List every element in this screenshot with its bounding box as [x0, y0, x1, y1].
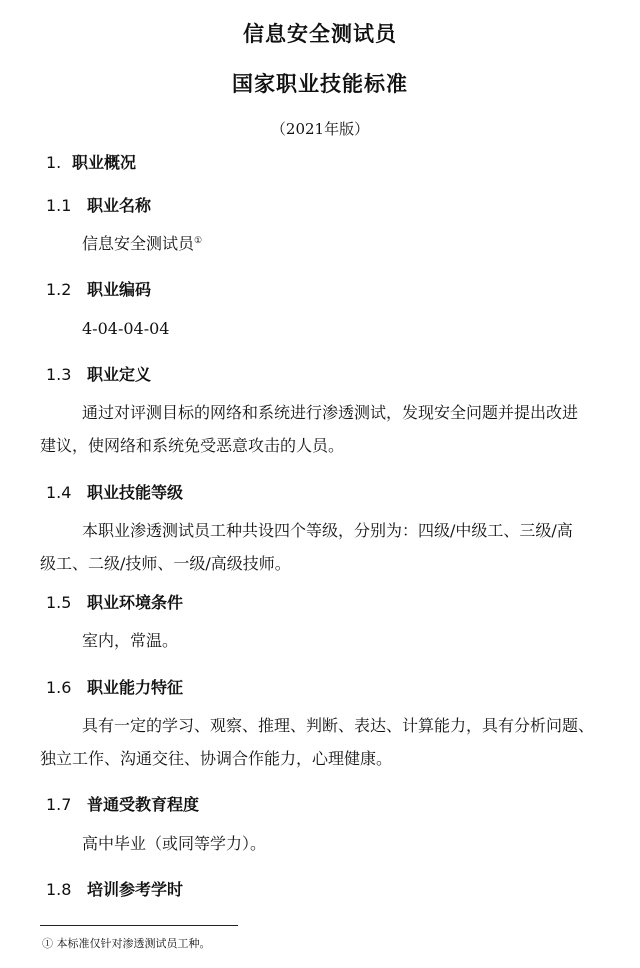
section-number: 1.3 [46, 365, 72, 384]
document-title: 信息安全测试员 [243, 22, 397, 46]
section-1-7-heading [46, 792, 199, 815]
section-1-4-heading [46, 480, 183, 503]
document-subtitle: 国家职业技能标准 [232, 72, 408, 96]
paragraph-line: 具有一定的学习、观察、推理、判断、表达、计算能力，具有分析问题、 [82, 716, 595, 735]
section-number: 1. [46, 153, 62, 172]
paragraph-line: 建议，使网络和系统免受恶意攻击的人员。 [40, 436, 345, 455]
section-1-2-heading [46, 277, 151, 300]
section-title: 普通受教育程度 [87, 795, 200, 814]
section-number: 1.6 [46, 678, 72, 697]
footnote-text: 本标准仅针对渗透测试员工种。 [56, 937, 211, 950]
section-number: 1.7 [46, 795, 72, 814]
section-title: 职业环境条件 [87, 593, 184, 612]
occupation-name: 信息安全测试员 [82, 234, 195, 253]
paragraph-line: 独立工作、沟通交往、协调合作能力，心理健康。 [40, 749, 393, 768]
section-title: 职业编码 [87, 280, 152, 299]
edition-label: （2021年版） [270, 120, 370, 138]
section-1-1-heading [46, 193, 151, 216]
section-number: 1.8 [46, 880, 72, 899]
section-1-6-heading [46, 675, 183, 698]
footnote-ref: ① [194, 236, 203, 246]
section-1-2-body [40, 312, 620, 345]
paragraph-line: 高中毕业（或同等学力）。 [82, 834, 267, 853]
paragraph-line: 级工、二级/技师、一级/高级技师。 [40, 554, 291, 573]
section-number: 1.4 [46, 483, 72, 502]
section-1-5-heading [46, 590, 183, 613]
paragraph-line: 本职业渗透测试员工种共设四个等级，分别为：四级/中级工、三级/高 [82, 521, 573, 540]
section-title: 职业技能等级 [87, 483, 184, 502]
section-1-5-body [40, 624, 620, 657]
section-number: 1.5 [46, 593, 72, 612]
footnote-mark: ① [42, 937, 53, 950]
section-number: 1.1 [46, 196, 72, 215]
paragraph-line: 室内，常温。 [82, 631, 179, 650]
occupation-code: 4-04-04-04 [82, 319, 170, 338]
section-1-1-body [40, 227, 620, 260]
footnote [42, 935, 211, 951]
section-title: 职业名称 [87, 196, 152, 215]
section-1-8-heading [46, 877, 183, 900]
footnote-divider [40, 925, 238, 926]
section-title: 职业定义 [87, 365, 152, 384]
section-number: 1.2 [46, 280, 72, 299]
section-title: 职业概况 [72, 153, 137, 172]
section-1-3-body [40, 396, 620, 462]
section-title: 培训参考学时 [87, 880, 184, 899]
section-1-3-heading [46, 362, 151, 385]
section-1-6-body [40, 709, 620, 775]
section-title: 职业能力特征 [87, 678, 184, 697]
section-1-7-body [40, 827, 620, 860]
section-1-heading [46, 150, 136, 173]
paragraph-line: 通过对评测目标的网络和系统进行渗透测试，发现安全问题并提出改进 [82, 403, 579, 422]
section-1-4-body [40, 514, 620, 580]
